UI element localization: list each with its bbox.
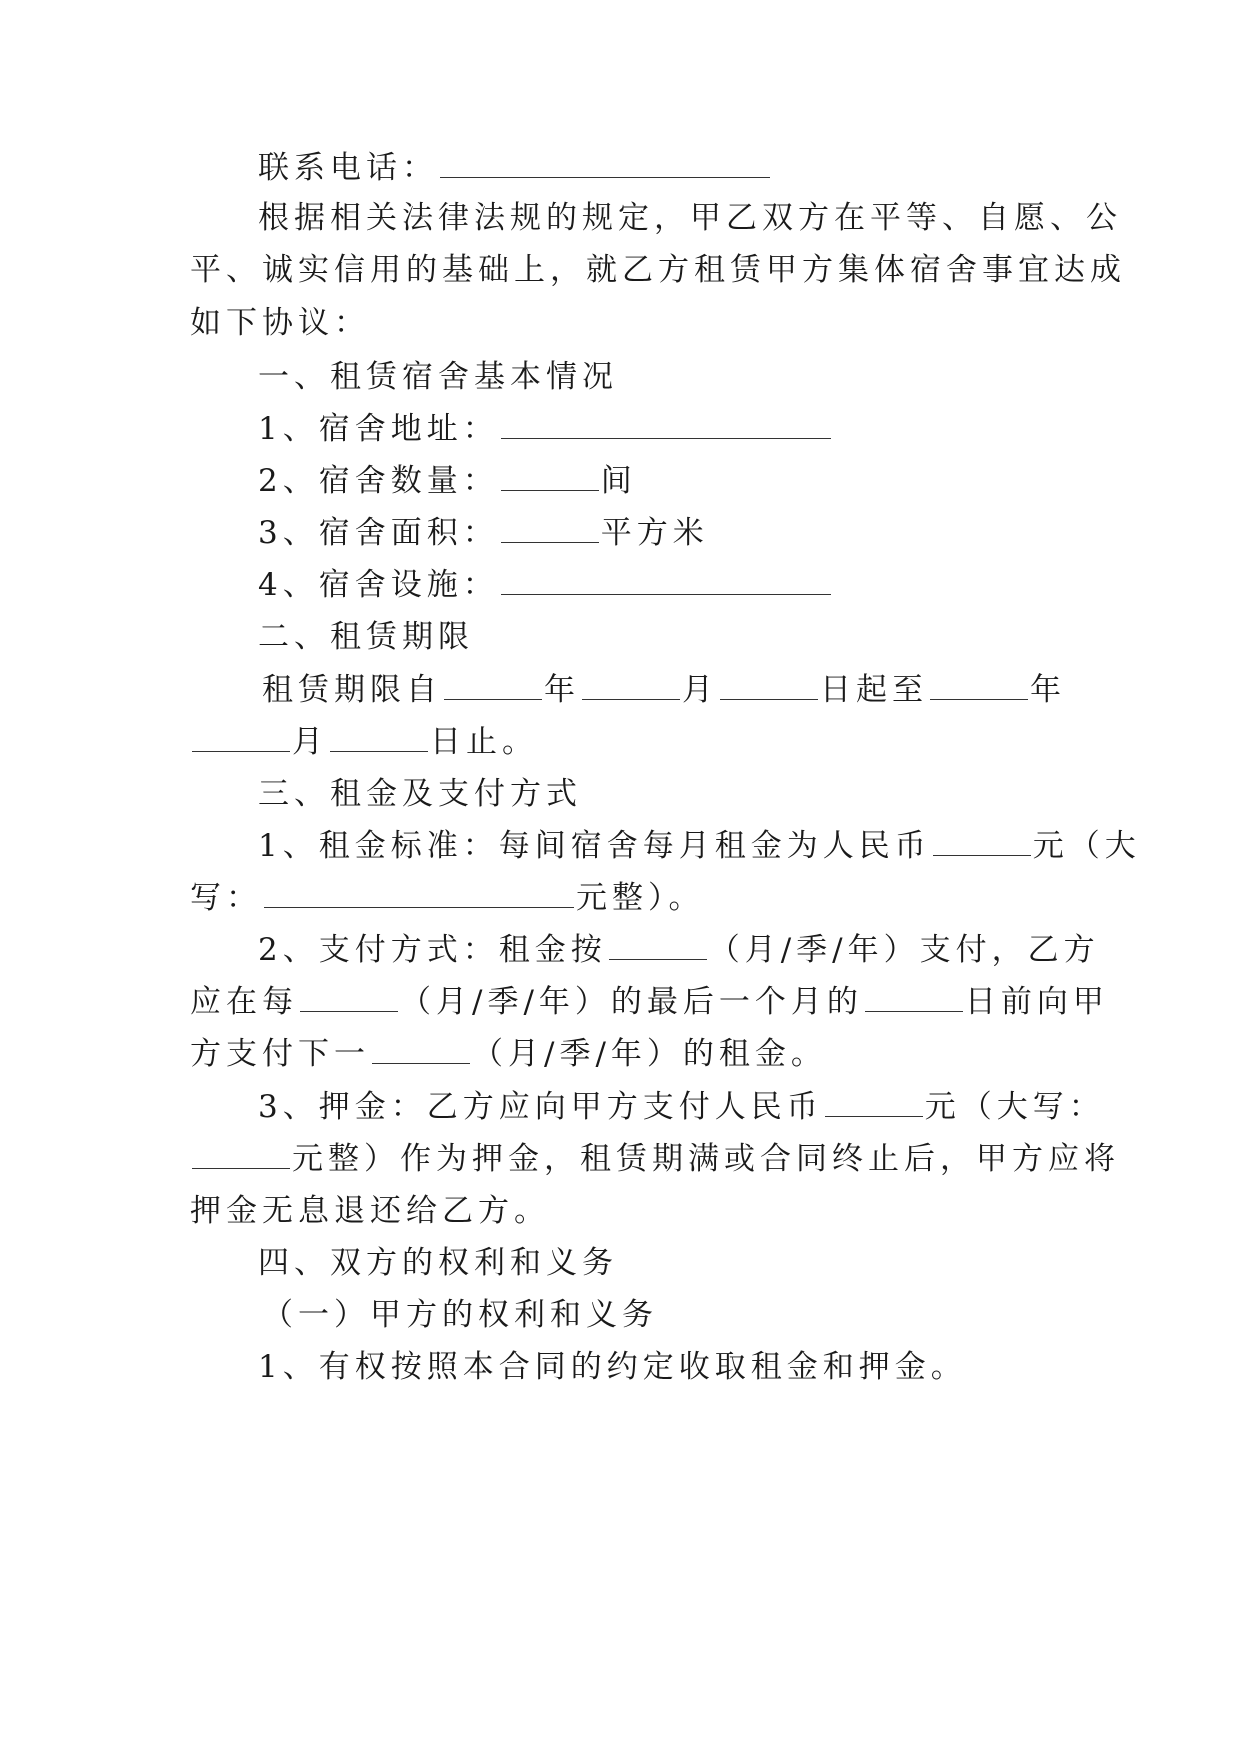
dorm-facility-line — [258, 565, 833, 605]
term-end-month-label: 月 — [292, 724, 328, 760]
section-2-heading: 二、租赁期限 — [258, 619, 474, 655]
deposit-line-2 — [190, 1139, 1120, 1179]
payment-next-text: 方支付下一 — [190, 1036, 370, 1072]
term-start-month-blank — [582, 671, 680, 700]
payment-next-blank — [372, 1035, 470, 1064]
deposit-capital-label: 元（大写： — [924, 1089, 1105, 1125]
deposit-return-text: 元整）作为押金，租赁期满或合同终止后，甲方应将 — [292, 1141, 1120, 1177]
payment-each-blank — [300, 983, 398, 1012]
term-year-label: 年 — [544, 672, 580, 708]
dorm-count-blank — [501, 462, 599, 491]
contact-phone-blank — [440, 149, 770, 178]
payment-each-text: 应在每 — [190, 984, 298, 1020]
deposit-amount-blank — [825, 1088, 923, 1117]
term-end-year-label: 年 — [1030, 672, 1066, 708]
rent-standard-text: 1、租金标准：每间宿舍每月租金为人民币 — [258, 828, 931, 864]
dorm-count-line — [258, 461, 637, 501]
dorm-area-line — [258, 513, 709, 553]
payment-method-text: 2、支付方式：租金按 — [258, 932, 607, 968]
contact-label: 联系电话： — [258, 150, 438, 186]
deposit-text: 3、押金：乙方应向甲方支付人民币 — [258, 1089, 823, 1125]
dorm-facility-label: 4、宿舍设施： — [258, 567, 499, 603]
term-line-2 — [190, 722, 538, 762]
rent-capital-blank — [264, 879, 574, 908]
term-month-label: 月 — [682, 672, 718, 708]
rent-line-2 — [190, 878, 705, 918]
term-end-day-blank — [330, 723, 428, 752]
rent-capital-suffix: 元整）。 — [576, 880, 705, 916]
dorm-address-label: 1、宿舍地址： — [258, 411, 499, 447]
term-day-to-text: 日止。 — [430, 724, 538, 760]
party-a-item-1: 1、有权按照本合同的约定收取租金和押金。 — [258, 1349, 967, 1385]
contact-line — [258, 148, 772, 188]
term-end-year-blank — [930, 671, 1028, 700]
payment-day-blank — [865, 983, 963, 1012]
payment-before-text: 日前向甲 — [964, 984, 1109, 1020]
payment-period-blank — [609, 931, 707, 960]
intro-line-3: 如下协议： — [190, 305, 370, 341]
term-day-from-text: 日起至 — [820, 672, 928, 708]
rent-amount-blank — [933, 827, 1031, 856]
dorm-address-blank — [501, 410, 831, 439]
intro-line-2: 平、诚实信用的基础上，就乙方租赁甲方集体宿舍事宜达成 — [190, 252, 1126, 288]
deposit-capital-blank — [192, 1140, 290, 1169]
rent-capital-label: 写： — [190, 880, 262, 916]
payment-line-1 — [258, 930, 1100, 970]
term-start-day-blank — [720, 671, 818, 700]
dorm-area-blank — [501, 514, 599, 543]
intro-line-1: 根据相关法律法规的规定，甲乙双方在平等、自愿、公 — [258, 200, 1122, 236]
deposit-line-3: 押金无息退还给乙方。 — [190, 1193, 550, 1229]
section-4-heading: 四、双方的权利和义务 — [258, 1245, 618, 1281]
rent-yuan-text: 元（大 — [1032, 828, 1141, 864]
dorm-address-line — [258, 409, 833, 449]
term-start-year-blank — [444, 671, 542, 700]
payment-rent-text: （月/季/年）的租金。 — [472, 1036, 827, 1072]
deposit-line-1 — [258, 1087, 1105, 1127]
payment-line-3 — [190, 1034, 827, 1074]
term-end-month-blank — [192, 723, 290, 752]
dorm-count-unit: 间 — [600, 463, 637, 499]
section-3-heading: 三、租金及支付方式 — [258, 776, 582, 812]
rent-line-1 — [258, 826, 1141, 866]
party-a-subheading: （一）甲方的权利和义务 — [262, 1297, 658, 1333]
dorm-count-label: 2、宿舍数量： — [258, 463, 499, 499]
payment-line-2 — [190, 982, 1109, 1022]
term-start-text: 租赁期限自 — [262, 672, 442, 708]
payment-period-text: （月/季/年）支付，乙方 — [708, 932, 1100, 968]
dorm-facility-blank — [501, 566, 831, 595]
payment-last-month-text: （月/季/年）的最后一个月的 — [400, 984, 863, 1020]
dorm-area-unit: 平方米 — [600, 515, 709, 551]
section-1-heading: 一、租赁宿舍基本情况 — [258, 359, 618, 395]
dorm-area-label: 3、宿舍面积： — [258, 515, 499, 551]
term-line-1 — [262, 670, 1066, 710]
